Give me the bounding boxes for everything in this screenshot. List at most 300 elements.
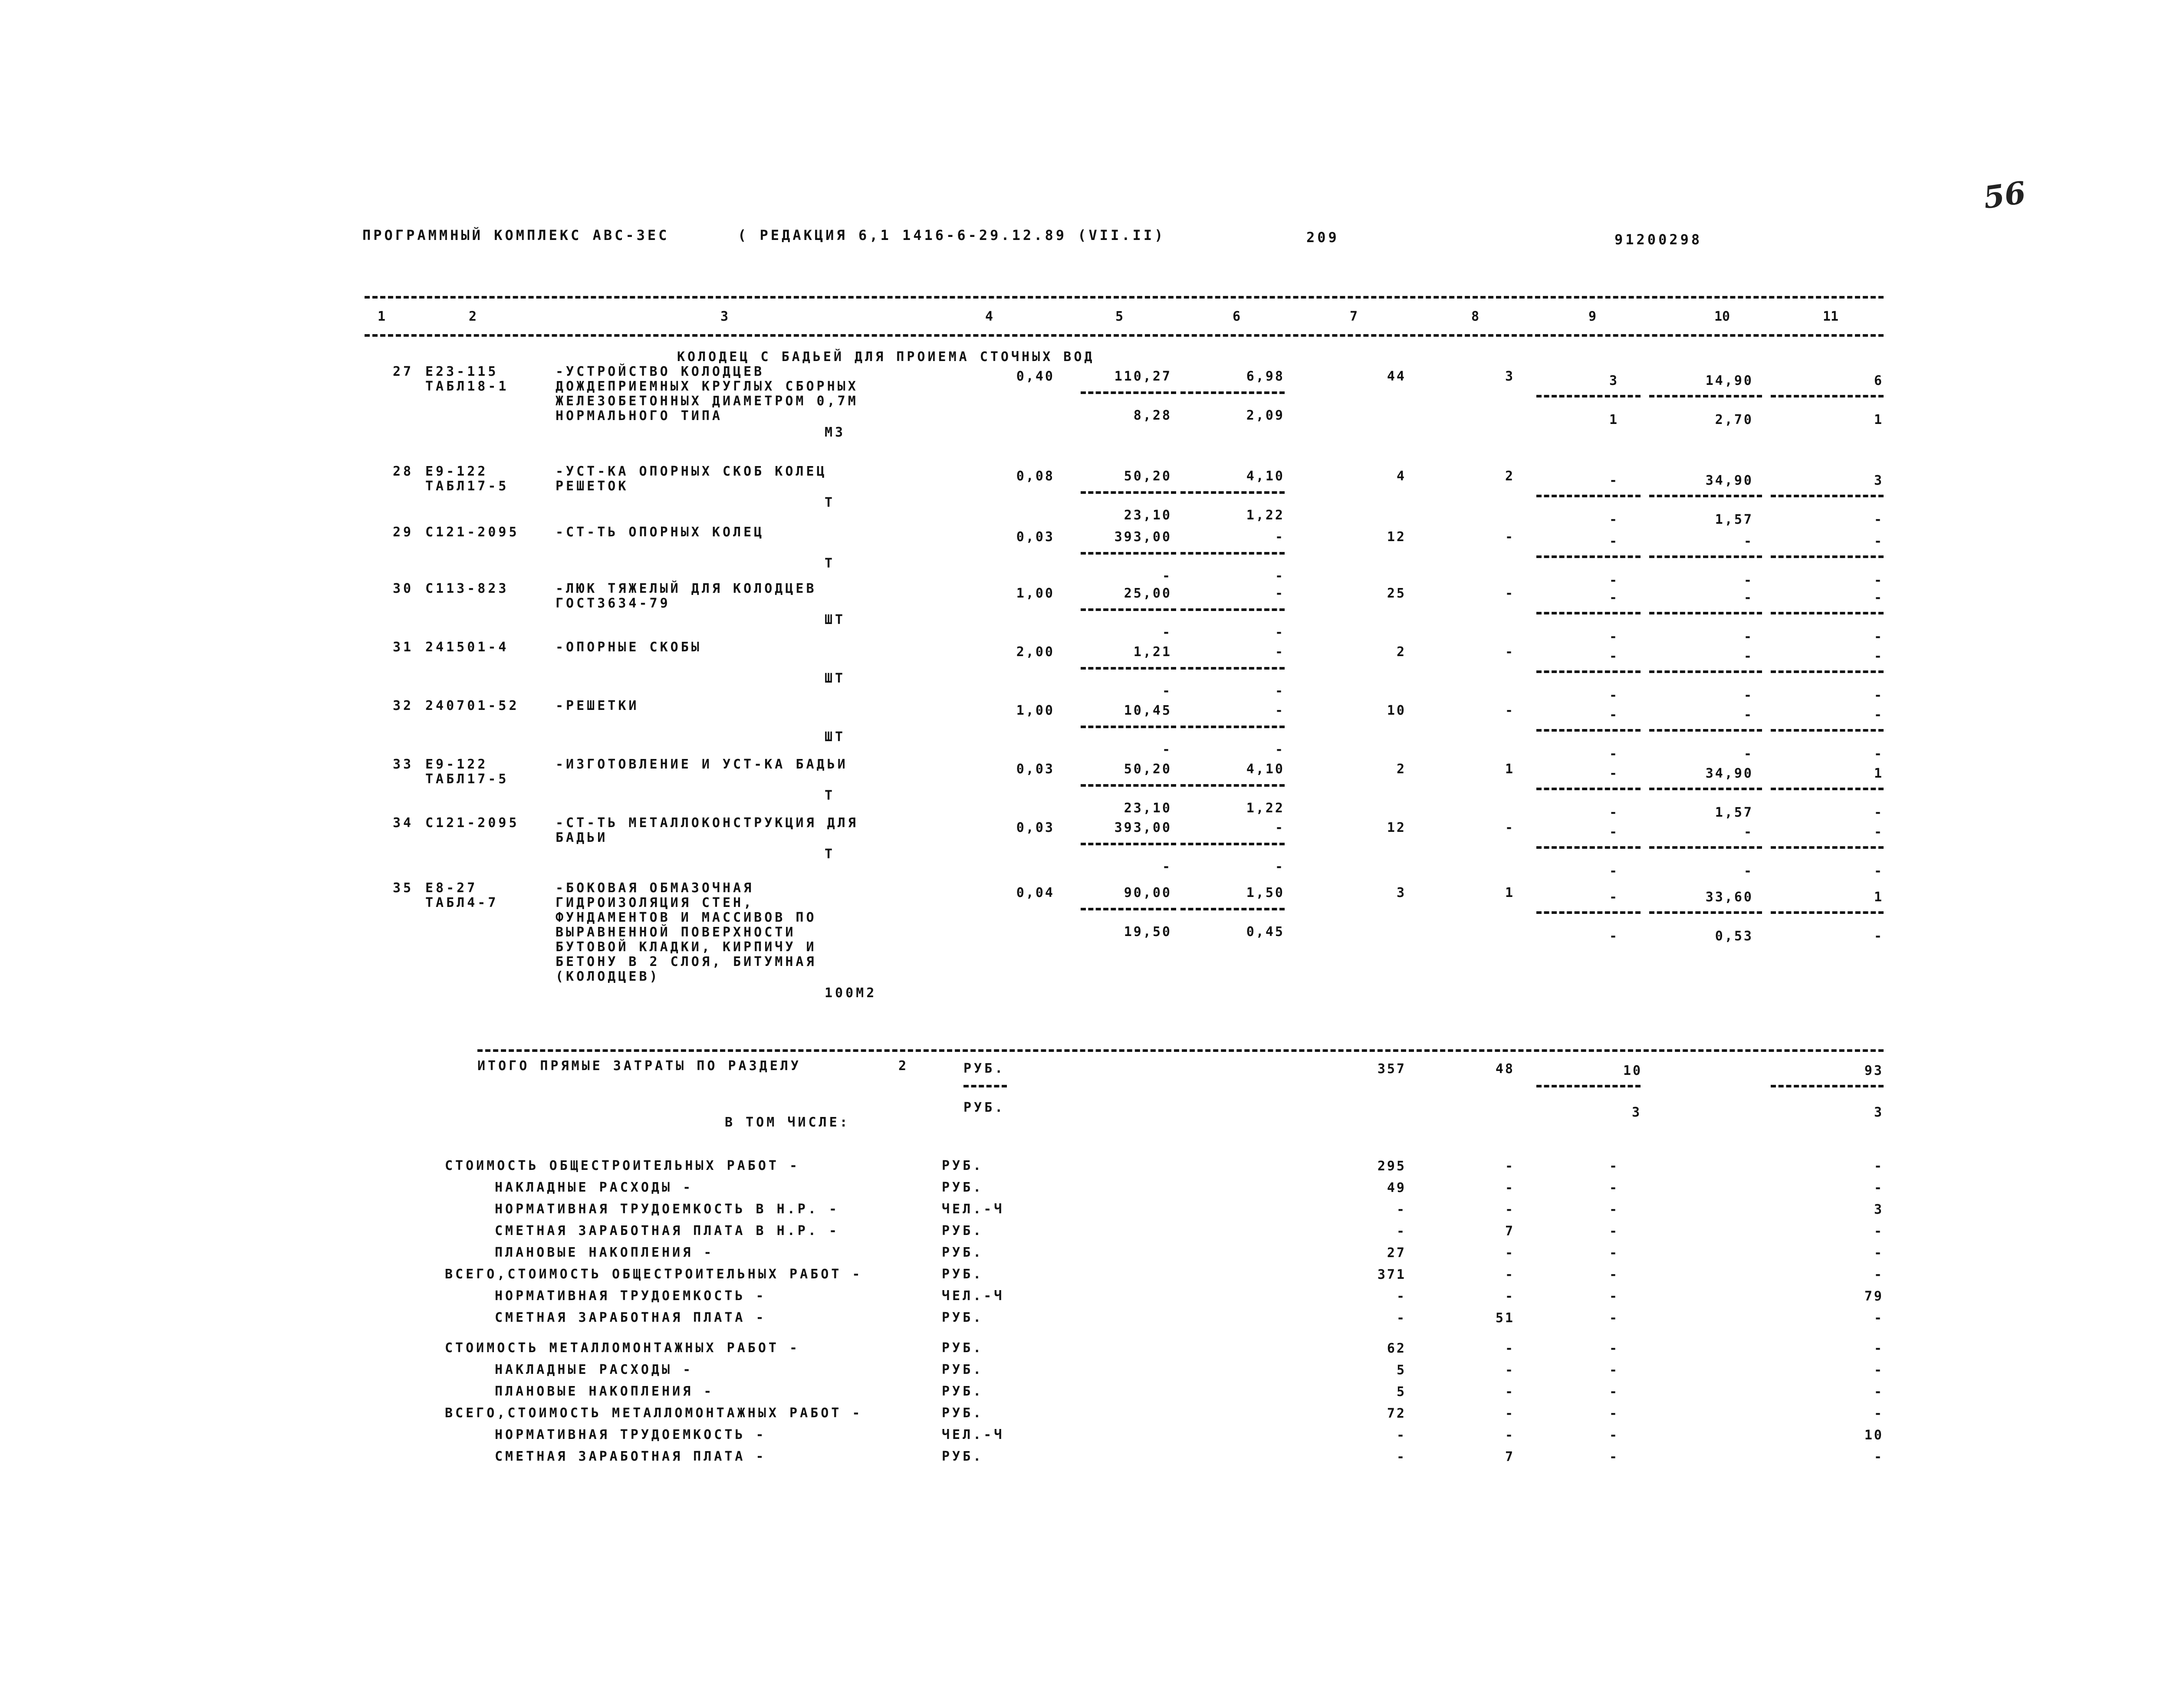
- row-machine-cost: -: [1275, 644, 1285, 660]
- row-machine-labor-rate: 1,57: [1715, 805, 1753, 820]
- edition-info: ( РЕДАКЦИЯ 6,1 1416-6-29.12.89 (VII.II): [738, 227, 1166, 243]
- summary-col8: -: [1505, 1159, 1515, 1174]
- summary-label: ПЛАНОВЫЕ НАКОПЛЕНИЯ -: [495, 1384, 714, 1399]
- row-unit-price: 393,00: [1114, 529, 1172, 545]
- row-unit: ШТ: [825, 671, 846, 686]
- summary-label: ВСЕГО,СТОИМОСТЬ МЕТАЛЛОМОНТАЖНЫХ РАБОТ -: [445, 1406, 863, 1421]
- column-header-7: 7: [1350, 309, 1358, 324]
- row-labor-rate: -: [1743, 707, 1753, 723]
- row-machine-labor-rate: -: [1743, 629, 1753, 644]
- row-col9-rule: [1536, 911, 1641, 914]
- row-col11-rule: [1771, 612, 1884, 614]
- column-header-9: 9: [1588, 309, 1597, 324]
- row-machine-total: -: [1609, 534, 1619, 549]
- row-machine-wage: 2,09: [1246, 408, 1285, 423]
- row-machine-total: -: [1609, 707, 1619, 723]
- row-machine-labor-total: -: [1874, 864, 1884, 879]
- column-header-5: 5: [1115, 309, 1124, 324]
- row-unit-wage: -: [1162, 683, 1172, 699]
- row-total-cost: 4: [1396, 469, 1406, 484]
- row-code: Е9-122: [425, 757, 488, 772]
- row-machine-labor-total: -: [1874, 746, 1884, 762]
- column-header-3: 3: [720, 309, 729, 324]
- row-machine-labor-rate: 0,53: [1715, 929, 1753, 944]
- column-header-4: 4: [985, 309, 993, 324]
- summary-col8: -: [1505, 1406, 1515, 1421]
- summary-label: ПЛАНОВЫЕ НАКОПЛЕНИЯ -: [495, 1245, 714, 1260]
- row-machine-total: -: [1609, 890, 1619, 905]
- row-machine-rule: [1180, 491, 1285, 494]
- totals-section: 2: [898, 1058, 909, 1074]
- totals-label: ИТОГО ПРЯМЫЕ ЗАТРАТЫ ПО РАЗДЕЛУ: [477, 1058, 801, 1074]
- row-labor-total: 1: [1874, 766, 1884, 781]
- row-code: Е9-122: [425, 464, 488, 479]
- row-machine-wage: -: [1275, 625, 1285, 640]
- row-price-rule: [1081, 667, 1176, 670]
- summary-col8: -: [1505, 1363, 1515, 1378]
- summary-col9: -: [1609, 1406, 1619, 1421]
- row-machine-labor-rate: 2,70: [1715, 412, 1753, 427]
- row-machine-rule: [1180, 843, 1285, 845]
- row-labor-total: 1: [1874, 890, 1884, 905]
- summary-col9: -: [1609, 1159, 1619, 1174]
- document-code: 91200298: [1614, 231, 1703, 248]
- summary-col11: -: [1874, 1363, 1884, 1378]
- summary-col11: -: [1874, 1449, 1884, 1465]
- row-wage-total: -: [1505, 703, 1515, 718]
- row-machine-cost: 4,10: [1246, 469, 1285, 484]
- row-machine-wage: 1,22: [1246, 801, 1285, 816]
- row-machine-labor-total: -: [1874, 512, 1884, 527]
- row-machine-wage-total: -: [1609, 805, 1619, 820]
- summary-col8: 7: [1505, 1224, 1515, 1239]
- row-col11-rule: [1771, 670, 1884, 673]
- summary-col8: 7: [1505, 1449, 1515, 1465]
- row-machine-cost: -: [1275, 586, 1285, 601]
- summary-label: СМЕТНАЯ ЗАРАБОТНАЯ ПЛАТА -: [495, 1310, 766, 1325]
- row-description: -ЛЮК ТЯЖЕЛЫЙ ДЛЯ КОЛОДЦЕВ: [556, 581, 817, 596]
- row-unit-price: 10,45: [1124, 703, 1172, 718]
- row-total-cost: 2: [1396, 644, 1406, 660]
- row-col10-rule: [1649, 846, 1762, 849]
- row-number: 33: [393, 757, 414, 772]
- row-col10-rule: [1649, 911, 1762, 914]
- summary-col11: -: [1874, 1180, 1884, 1196]
- row-labor-total: -: [1874, 590, 1884, 605]
- row-col11-rule: [1771, 846, 1884, 849]
- row-total-cost: 3: [1396, 885, 1406, 900]
- summary-col8: -: [1505, 1202, 1515, 1217]
- row-description: БУТОВОЙ КЛАДКИ, КИРПИЧУ И: [556, 939, 817, 955]
- row-description: РЕШЕТОК: [556, 479, 629, 494]
- summary-col9: -: [1609, 1245, 1619, 1261]
- summary-unit: РУБ.: [942, 1384, 984, 1399]
- row-machine-total: -: [1609, 473, 1619, 488]
- row-unit: М3: [825, 425, 846, 440]
- row-wage-total: 1: [1505, 885, 1515, 900]
- row-description: ГОСТ3634-79: [556, 596, 671, 611]
- row-quantity: 1,00: [1016, 586, 1055, 601]
- row-machine-labor-total: -: [1874, 805, 1884, 820]
- row-description: -УСТ-КА ОПОРНЫХ СКОБ КОЛЕЦ: [556, 464, 827, 479]
- row-description: ФУНДАМЕНТОВ И МАССИВОВ ПО: [556, 910, 817, 925]
- row-machine-total: -: [1609, 590, 1619, 605]
- row-labor-rate: -: [1743, 590, 1753, 605]
- summary-col11: -: [1874, 1311, 1884, 1326]
- row-quantity: 2,00: [1016, 644, 1055, 660]
- row-machine-rule: [1180, 391, 1285, 394]
- totals-unit-1: РУБ.: [963, 1061, 1006, 1076]
- summary-col9: -: [1609, 1428, 1619, 1443]
- summary-col7: -: [1396, 1202, 1406, 1217]
- summary-label: НОРМАТИВНАЯ ТРУДОЕМКОСТЬ В Н.Р. -: [495, 1202, 840, 1217]
- summary-col11: 79: [1864, 1289, 1884, 1304]
- totals-unit-2: РУБ.: [963, 1100, 1006, 1115]
- summary-col11: -: [1874, 1406, 1884, 1421]
- row-machine-wage-total: 1: [1609, 412, 1619, 427]
- row-price-rule: [1081, 908, 1176, 910]
- summary-col7: -: [1396, 1289, 1406, 1304]
- row-col9-rule: [1536, 729, 1641, 732]
- row-number: 27: [393, 364, 414, 379]
- row-labor-total: -: [1874, 534, 1884, 549]
- row-col11-rule: [1771, 788, 1884, 790]
- row-unit-wage: -: [1162, 742, 1172, 757]
- summary-col9: -: [1609, 1341, 1619, 1356]
- row-machine-wage: -: [1275, 568, 1285, 584]
- row-unit-price: 110,27: [1114, 369, 1172, 384]
- summary-label: ВСЕГО,СТОИМОСТЬ ОБЩЕСТРОИТЕЛЬНЫХ РАБОТ -: [445, 1267, 863, 1282]
- row-quantity: 0,03: [1016, 762, 1055, 777]
- column-header-2: 2: [469, 309, 477, 324]
- row-wage-total: 2: [1505, 469, 1515, 484]
- row-machine-labor-rate: 1,57: [1715, 512, 1753, 527]
- row-unit: ШТ: [825, 729, 846, 745]
- row-labor-rate: 33,60: [1705, 890, 1753, 905]
- row-price-rule: [1081, 843, 1176, 845]
- row-machine-wage-total: -: [1609, 512, 1619, 527]
- row-machine-wage-total: -: [1609, 688, 1619, 703]
- summary-unit: ЧЕЛ.-Ч: [942, 1288, 1005, 1304]
- row-machine-labor-rate: -: [1743, 746, 1753, 762]
- summary-col8: -: [1505, 1289, 1515, 1304]
- row-col11-rule: [1771, 395, 1884, 397]
- row-machine-rule: [1180, 667, 1285, 670]
- row-machine-wage-total: -: [1609, 629, 1619, 644]
- row-quantity: 0,03: [1016, 529, 1055, 545]
- row-col11-rule: [1771, 495, 1884, 497]
- summary-col11: 10: [1864, 1428, 1884, 1443]
- row-code: 240701-52: [425, 698, 519, 713]
- row-machine-wage-total: -: [1609, 746, 1619, 762]
- row-machine-rule: [1180, 552, 1285, 555]
- row-col9-rule: [1536, 612, 1641, 614]
- row-col9-rule: [1536, 555, 1641, 558]
- row-description: ДОЖДЕПРИЕМНЫХ КРУГЛЫХ СБОРНЫХ: [556, 379, 858, 394]
- handwritten-page-stamp: 56: [1981, 174, 2028, 216]
- row-machine-wage: 0,45: [1246, 924, 1285, 939]
- row-unit-price: 1,21: [1133, 644, 1172, 660]
- row-machine-wage-total: -: [1609, 573, 1619, 588]
- row-price-rule: [1081, 726, 1176, 728]
- summary-col7: -: [1396, 1311, 1406, 1326]
- row-number: 30: [393, 581, 414, 596]
- row-total-cost: 10: [1387, 703, 1406, 718]
- column-header-8: 8: [1471, 309, 1480, 324]
- row-machine-wage: -: [1275, 742, 1285, 757]
- row-col10-rule: [1649, 612, 1762, 614]
- summary-unit: РУБ.: [942, 1245, 984, 1260]
- summary-col9: -: [1609, 1449, 1619, 1465]
- row-machine-cost: -: [1275, 529, 1285, 545]
- summary-col8: -: [1505, 1245, 1515, 1261]
- row-unit: ШТ: [825, 612, 846, 627]
- row-machine-labor-total: 1: [1874, 412, 1884, 427]
- row-machine-rule: [1180, 726, 1285, 728]
- row-labor-rate: -: [1743, 534, 1753, 549]
- row-description: БАДЬИ: [556, 830, 608, 845]
- row-description: -УСТРОЙСТВО КОЛОДЦЕВ: [556, 364, 765, 379]
- row-price-rule: [1081, 784, 1176, 787]
- row-description: -РЕШЕТКИ: [556, 698, 639, 713]
- row-unit: Т: [825, 556, 835, 571]
- row-machine-labor-rate: -: [1743, 573, 1753, 588]
- row-machine-total: -: [1609, 766, 1619, 781]
- row-machine-cost: -: [1275, 820, 1285, 835]
- row-code: Е23-115: [425, 364, 499, 379]
- row-unit-wage: 8,28: [1133, 408, 1172, 423]
- summary-col8: -: [1505, 1267, 1515, 1282]
- row-unit-wage: -: [1162, 568, 1172, 584]
- row-description: ЖЕЛЕЗОБЕТОННЫХ ДИАМЕТРОМ 0,7М: [556, 394, 858, 409]
- summary-col9: -: [1609, 1224, 1619, 1239]
- summary-col8: -: [1505, 1180, 1515, 1196]
- summary-col7: 49: [1387, 1180, 1406, 1196]
- row-col10-rule: [1649, 395, 1762, 397]
- row-description: -ИЗГОТОВЛЕНИЕ И УСТ-КА БАДЬИ: [556, 757, 848, 772]
- summary-unit: ЧЕЛ.-Ч: [942, 1202, 1005, 1217]
- column-header-1: 1: [378, 309, 386, 324]
- row-number: 29: [393, 525, 414, 540]
- summary-unit: РУБ.: [942, 1362, 984, 1377]
- summary-col8: -: [1505, 1341, 1515, 1356]
- row-labor-total: -: [1874, 649, 1884, 664]
- row-code: 241501-4: [425, 640, 509, 655]
- summary-col7: 72: [1387, 1406, 1406, 1421]
- row-machine-wage: -: [1275, 683, 1285, 699]
- row-number: 28: [393, 464, 414, 479]
- totals-col11-rule: [1771, 1085, 1884, 1087]
- summary-col7: -: [1396, 1224, 1406, 1239]
- summary-col11: -: [1874, 1159, 1884, 1174]
- row-total-cost: 12: [1387, 529, 1406, 545]
- row-machine-labor-total: -: [1874, 573, 1884, 588]
- summary-col9: -: [1609, 1202, 1619, 1217]
- header-rule-bottom: [365, 334, 1884, 337]
- totals-col11b: 3: [1874, 1105, 1884, 1120]
- header-rule-top: [365, 296, 1884, 299]
- row-col10-rule: [1649, 555, 1762, 558]
- row-unit: Т: [825, 495, 835, 510]
- row-unit-wage: 23,10: [1124, 508, 1172, 523]
- totals-col7: 357: [1377, 1061, 1406, 1077]
- row-machine-labor-total: -: [1874, 629, 1884, 644]
- summary-unit: РУБ.: [942, 1158, 984, 1173]
- summary-col11: -: [1874, 1245, 1884, 1261]
- row-machine-wage-total: -: [1609, 929, 1619, 944]
- summary-col9: -: [1609, 1180, 1619, 1196]
- row-machine-rule: [1180, 784, 1285, 787]
- row-total-cost: 2: [1396, 762, 1406, 777]
- row-unit-wage: -: [1162, 625, 1172, 640]
- row-unit-price: 90,00: [1124, 885, 1172, 900]
- summary-label: СМЕТНАЯ ЗАРАБОТНАЯ ПЛАТА В Н.Р. -: [495, 1223, 840, 1238]
- totals-rule: [477, 1049, 1884, 1052]
- summary-col7: 295: [1377, 1159, 1406, 1174]
- row-description: (КОЛОДЦЕВ): [556, 969, 660, 984]
- summary-unit: РУБ.: [942, 1223, 984, 1238]
- row-wage-total: -: [1505, 644, 1515, 660]
- totals-col9a: 10: [1623, 1063, 1643, 1078]
- summary-unit: РУБ.: [942, 1180, 984, 1195]
- summary-label: СМЕТНАЯ ЗАРАБОТНАЯ ПЛАТА -: [495, 1449, 766, 1464]
- summary-col7: 62: [1387, 1341, 1406, 1356]
- row-labor-total: -: [1874, 824, 1884, 840]
- row-col10-rule: [1649, 495, 1762, 497]
- row-col9-rule: [1536, 846, 1641, 849]
- row-description: -СТ-ТЬ МЕТАЛЛОКОНСТРУКЦИЯ ДЛЯ: [556, 815, 858, 831]
- row-code: ТАБЛ4-7: [425, 895, 499, 910]
- row-machine-wage: -: [1275, 859, 1285, 874]
- summary-col7: 5: [1396, 1363, 1406, 1378]
- summary-unit: РУБ.: [942, 1406, 984, 1421]
- row-unit-price: 393,00: [1114, 820, 1172, 835]
- row-code: Е8-27: [425, 880, 478, 896]
- row-unit-wage: 19,50: [1124, 924, 1172, 939]
- summary-unit: РУБ.: [942, 1449, 984, 1464]
- row-total-cost: 25: [1387, 586, 1406, 601]
- column-header-11: 11: [1823, 309, 1839, 324]
- row-number: 32: [393, 698, 414, 713]
- section-title: КОЛОДЕЦ С БАДЬЕЙ ДЛЯ ПРОИЕМА СТОЧНЫХ ВОД: [677, 349, 1095, 365]
- summary-unit: РУБ.: [942, 1340, 984, 1356]
- page-number: 209: [1306, 229, 1339, 246]
- summary-col7: 27: [1387, 1245, 1406, 1261]
- row-labor-rate: 14,90: [1705, 373, 1753, 388]
- totals-col9-rule: [1536, 1085, 1641, 1087]
- row-col11-rule: [1771, 555, 1884, 558]
- row-wage-total: 3: [1505, 369, 1515, 384]
- summary-col7: -: [1396, 1428, 1406, 1443]
- row-description: -ОПОРНЫЕ СКОБЫ: [556, 640, 702, 655]
- row-machine-cost: 1,50: [1246, 885, 1285, 900]
- row-code: С121-2095: [425, 815, 519, 831]
- row-labor-total: 3: [1874, 473, 1884, 488]
- row-machine-cost: 4,10: [1246, 762, 1285, 777]
- row-unit-wage: 23,10: [1124, 801, 1172, 816]
- row-machine-total: -: [1609, 824, 1619, 840]
- row-col10-rule: [1649, 788, 1762, 790]
- totals-col9b: 3: [1632, 1105, 1642, 1120]
- row-description: ВЫРАВНЕННОЙ ПОВЕРХНОСТИ: [556, 925, 796, 940]
- row-wage-total: -: [1505, 529, 1515, 545]
- summary-col11: -: [1874, 1224, 1884, 1239]
- row-quantity: 0,04: [1016, 885, 1055, 900]
- row-machine-cost: -: [1275, 703, 1285, 718]
- summary-col9: -: [1609, 1363, 1619, 1378]
- summary-unit: РУБ.: [942, 1267, 984, 1282]
- row-description: БЕТОНУ В 2 СЛОЯ, БИТУМНАЯ: [556, 954, 817, 969]
- row-unit-price: 50,20: [1124, 469, 1172, 484]
- summary-col8: 51: [1495, 1311, 1515, 1326]
- row-labor-rate: 34,90: [1705, 766, 1753, 781]
- row-machine-wage-total: -: [1609, 864, 1619, 879]
- row-quantity: 1,00: [1016, 703, 1055, 718]
- row-machine-cost: 6,98: [1246, 369, 1285, 384]
- row-col10-rule: [1649, 670, 1762, 673]
- row-machine-labor-rate: -: [1743, 864, 1753, 879]
- row-machine-wage: 1,22: [1246, 508, 1285, 523]
- row-code: ТАБЛ17-5: [425, 479, 509, 494]
- summary-col11: -: [1874, 1384, 1884, 1399]
- row-total-cost: 44: [1387, 369, 1406, 384]
- row-unit: Т: [825, 788, 835, 803]
- summary-col7: -: [1396, 1449, 1406, 1465]
- row-col9-rule: [1536, 670, 1641, 673]
- totals-col11a: 93: [1864, 1063, 1884, 1078]
- column-header-10: 10: [1714, 309, 1730, 324]
- summary-col9: -: [1609, 1289, 1619, 1304]
- summary-col8: -: [1505, 1384, 1515, 1399]
- row-code: ТАБЛ17-5: [425, 772, 509, 787]
- row-unit-price: 25,00: [1124, 586, 1172, 601]
- row-wage-total: 1: [1505, 762, 1515, 777]
- column-header-6: 6: [1233, 309, 1241, 324]
- row-labor-rate: -: [1743, 649, 1753, 664]
- totals-unit-rule: [963, 1085, 1007, 1087]
- row-price-rule: [1081, 491, 1176, 494]
- summary-col11: -: [1874, 1341, 1884, 1356]
- row-number: 31: [393, 640, 414, 655]
- summary-col7: 5: [1396, 1384, 1406, 1399]
- row-description: ГИДРОИЗОЛЯЦИЯ СТЕН,: [556, 895, 754, 910]
- row-price-rule: [1081, 608, 1176, 611]
- row-labor-total: 6: [1874, 373, 1884, 388]
- summary-label: НОРМАТИВНАЯ ТРУДОЕМКОСТЬ -: [495, 1427, 766, 1442]
- row-code: С113-823: [425, 581, 509, 596]
- row-unit: Т: [825, 847, 835, 862]
- summary-label: НОРМАТИВНАЯ ТРУДОЕМКОСТЬ -: [495, 1288, 766, 1304]
- summary-label: СТОИМОСТЬ МЕТАЛЛОМОНТАЖНЫХ РАБОТ -: [445, 1340, 800, 1356]
- row-quantity: 0,03: [1016, 820, 1055, 835]
- row-col9-rule: [1536, 495, 1641, 497]
- row-price-rule: [1081, 552, 1176, 555]
- row-unit: 100М2: [825, 985, 877, 1001]
- row-price-rule: [1081, 391, 1176, 394]
- row-quantity: 0,40: [1016, 369, 1055, 384]
- row-total-cost: 12: [1387, 820, 1406, 835]
- summary-unit: ЧЕЛ.-Ч: [942, 1427, 1005, 1442]
- row-col9-rule: [1536, 395, 1641, 397]
- row-machine-labor-total: -: [1874, 688, 1884, 703]
- row-description: -БОКОВАЯ ОБМАЗОЧНАЯ: [556, 880, 754, 896]
- row-code: С121-2095: [425, 525, 519, 540]
- row-machine-total: -: [1609, 649, 1619, 664]
- including-label: В ТОМ ЧИСЛЕ:: [725, 1115, 850, 1130]
- summary-col9: -: [1609, 1311, 1619, 1326]
- summary-col9: -: [1609, 1267, 1619, 1282]
- summary-col8: -: [1505, 1428, 1515, 1443]
